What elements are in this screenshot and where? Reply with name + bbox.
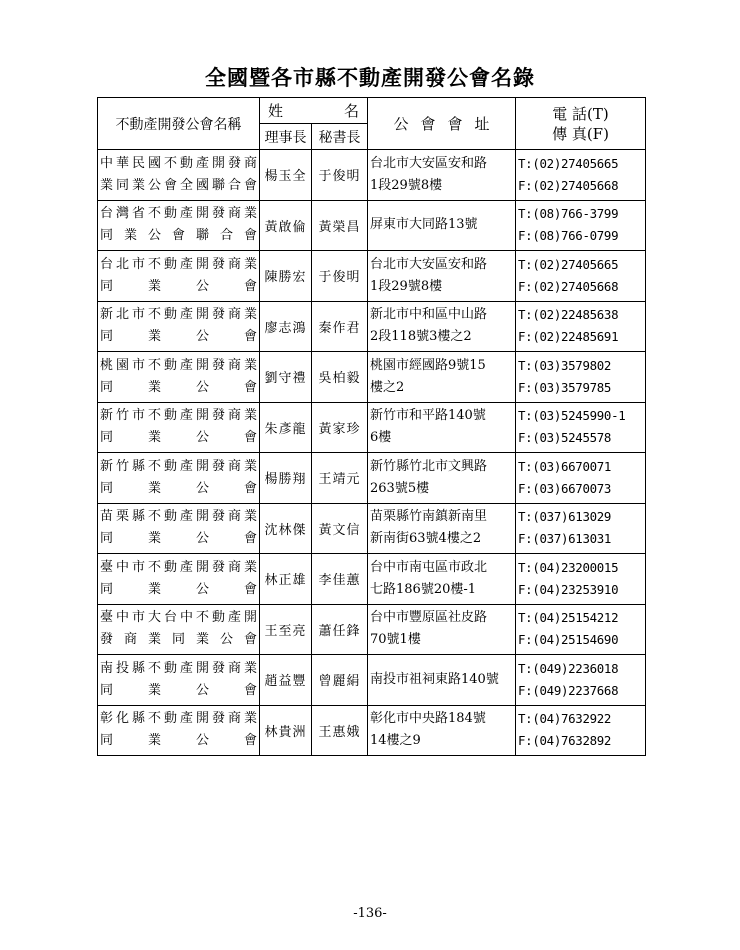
address-cell	[368, 150, 516, 201]
address-line1: 台中市豐原區社皮路	[370, 610, 488, 626]
address-cell	[368, 604, 516, 655]
phone-fax-cell	[516, 150, 646, 201]
chairman-cell: 林貴洲	[260, 705, 312, 756]
phone-fax-cell	[516, 251, 646, 302]
association-name-line1: 新竹市不動產開發商業	[100, 408, 257, 424]
fax-number: F:(02)27405668	[518, 278, 619, 294]
phone-number: T:(04)25154212	[518, 610, 619, 626]
address-cell	[368, 453, 516, 504]
table-row	[98, 352, 646, 403]
association-name-line1: 中華民國不動產開發商	[100, 155, 257, 171]
chairman-cell: 楊勝翔	[260, 453, 312, 504]
association-name-line1: 新北市不動產開發商業	[100, 307, 257, 323]
address-line1: 台北市大安區安和路	[370, 256, 488, 272]
association-name-line2: 同業公會	[100, 379, 257, 395]
phone-number: T:(04)7632922	[518, 711, 612, 727]
table-row	[98, 301, 646, 352]
phone-fax-cell	[516, 604, 646, 655]
secretary-cell: 吳柏毅	[312, 352, 368, 403]
association-name-cell	[98, 503, 260, 554]
fax-number: F:(02)27405668	[518, 177, 619, 193]
secretary-cell: 李佳蕙	[312, 554, 368, 605]
association-name-line2: 同業公會	[100, 581, 257, 597]
secretary-cell: 黃家珍	[312, 402, 368, 453]
association-name-cell	[98, 251, 260, 302]
table-row	[98, 604, 646, 655]
fax-number: F:(04)7632892	[518, 733, 612, 749]
chairman-cell: 黃啟倫	[260, 200, 312, 251]
association-name-line2: 發商業同業公會	[100, 632, 257, 648]
fax-number: F:(04)23253910	[518, 581, 619, 597]
address-line2: 70號1樓	[370, 632, 421, 648]
phone-fax-cell	[516, 301, 646, 352]
association-name-cell	[98, 655, 260, 706]
address-line2: 新南街63號4樓之2	[370, 531, 482, 547]
association-name-line1: 台灣省不動產開發商業	[100, 206, 257, 222]
address-line1: 南投市祖祠東路140號	[370, 671, 499, 687]
association-name-cell	[98, 352, 260, 403]
phone-number: T:(02)27405665	[518, 256, 619, 272]
address-line2: 1段29號8樓	[370, 278, 443, 294]
chairman-cell: 王至亮	[260, 604, 312, 655]
phone-number: T:(049)2236018	[518, 660, 619, 676]
address-cell	[368, 554, 516, 605]
phone-fax-cell	[516, 554, 646, 605]
association-name-line2: 同業公會	[100, 531, 257, 547]
fax-number: F:(049)2237668	[518, 682, 619, 698]
phone-fax-cell	[516, 352, 646, 403]
page-title: 全國暨各市縣不動產開發公會名錄	[205, 65, 535, 90]
table-row	[98, 705, 646, 756]
address-line1: 苗栗縣竹南鎮新南里	[370, 509, 488, 525]
header-name: 姓 名	[260, 98, 368, 124]
chairman-cell: 陳勝宏	[260, 251, 312, 302]
association-name-cell	[98, 453, 260, 504]
address-line1: 台中市南屯區市政北	[370, 559, 488, 575]
association-name-line2: 同業公會	[100, 329, 257, 345]
address-cell	[368, 705, 516, 756]
association-name-cell	[98, 200, 260, 251]
association-name-line1: 桃園市不動產開發商業	[100, 357, 257, 373]
phone-number: T:(08)766-3799	[518, 206, 619, 222]
address-line1: 新竹縣竹北市文興路	[370, 458, 488, 474]
secretary-cell: 王惠娥	[312, 705, 368, 756]
phone-fax-cell	[516, 655, 646, 706]
table-row	[98, 503, 646, 554]
association-name-cell	[98, 554, 260, 605]
phone-fax-cell	[516, 200, 646, 251]
fax-number: F:(03)5245578	[518, 430, 612, 446]
chairman-cell: 趙益豐	[260, 655, 312, 706]
phone-fax-cell	[516, 453, 646, 504]
phone-fax-cell	[516, 503, 646, 554]
secretary-cell: 秦作君	[312, 301, 368, 352]
table-row	[98, 554, 646, 605]
phone-fax-cell	[516, 705, 646, 756]
fax-number: F:(03)6670073	[518, 480, 612, 496]
phone-number: T:(02)27405665	[518, 155, 619, 171]
header-phone: 電 話(T)	[552, 104, 609, 123]
association-directory-table	[97, 97, 646, 756]
address-line1: 新北市中和區中山路	[370, 307, 488, 323]
address-cell	[368, 352, 516, 403]
address-line2: 七路186號20樓-1	[370, 581, 477, 597]
header-association-name: 不動產開發公會名稱	[98, 98, 260, 150]
address-line1: 彰化市中央路184號	[370, 711, 486, 727]
address-line1: 台北市大安區安和路	[370, 155, 488, 171]
association-name-line1: 新竹縣不動產開發商業	[100, 458, 257, 474]
address-line2: 1段29號8樓	[370, 177, 443, 193]
secretary-cell: 于俊明	[312, 150, 368, 201]
table-row	[98, 251, 646, 302]
chairman-cell: 朱彥龍	[260, 402, 312, 453]
header-secretary: 秘書長	[312, 124, 368, 150]
chairman-cell: 劉守禮	[260, 352, 312, 403]
address-line2: 263號5樓	[370, 480, 430, 496]
fax-number: F:(037)613031	[518, 531, 612, 547]
table-row	[98, 655, 646, 706]
table-row	[98, 453, 646, 504]
association-name-line2: 同業公會聯合會	[100, 228, 257, 244]
phone-number: T:(037)613029	[518, 509, 612, 525]
association-name-cell	[98, 301, 260, 352]
association-name-line1: 南投縣不動產開發商業	[100, 660, 257, 676]
address-line1: 屏東市大同路13號	[370, 217, 478, 233]
secretary-cell: 黃文信	[312, 503, 368, 554]
association-name-line1: 台北市不動產開發商業	[100, 256, 257, 272]
header-chairman: 理事長	[260, 124, 312, 150]
association-name-cell	[98, 150, 260, 201]
header-phone-fax	[516, 98, 646, 150]
phone-number: T:(03)5245990-1	[518, 408, 626, 424]
fax-number: F:(03)3579785	[518, 379, 612, 395]
chairman-cell: 楊玉全	[260, 150, 312, 201]
phone-number: T:(03)6670071	[518, 458, 612, 474]
association-name-line2: 同業公會	[100, 278, 257, 294]
header-fax: 傳 真(F)	[552, 124, 609, 143]
address-cell	[368, 251, 516, 302]
chairman-cell: 沈林傑	[260, 503, 312, 554]
association-name-line1: 臺中市大台中不動產開	[100, 610, 257, 626]
address-line2: 2段118號3樓之2	[370, 329, 472, 345]
page-number: -136-	[353, 906, 387, 921]
fax-number: F:(02)22485691	[518, 329, 619, 345]
secretary-cell: 于俊明	[312, 251, 368, 302]
address-line1: 新竹市和平路140號	[370, 408, 486, 424]
phone-number: T:(02)22485638	[518, 307, 619, 323]
phone-fax-cell	[516, 402, 646, 453]
fax-number: F:(08)766-0799	[518, 228, 619, 244]
phone-number: T:(04)23200015	[518, 559, 619, 575]
association-name-line1: 苗栗縣不動產開發商業	[100, 509, 257, 525]
address-cell	[368, 402, 516, 453]
association-name-line2: 同業公會	[100, 480, 257, 496]
address-cell	[368, 655, 516, 706]
association-name-cell	[98, 402, 260, 453]
address-line2: 6樓	[370, 430, 392, 446]
header-address: 公會會址	[368, 98, 516, 150]
secretary-cell: 曾麗絹	[312, 655, 368, 706]
association-name-line2: 同業公會	[100, 430, 257, 446]
association-name-line2: 同業公會	[100, 682, 257, 698]
address-line2: 樓之2	[370, 379, 405, 395]
association-name-line2: 業同業公會全國聯合會	[100, 177, 257, 193]
table-row	[98, 150, 646, 201]
address-cell	[368, 301, 516, 352]
chairman-cell: 廖志鴻	[260, 301, 312, 352]
phone-number: T:(03)3579802	[518, 357, 612, 373]
secretary-cell: 蕭任鋒	[312, 604, 368, 655]
association-name-cell	[98, 705, 260, 756]
address-line1: 桃園市經國路9號15	[370, 357, 486, 373]
address-line2: 14樓之9	[370, 733, 421, 749]
association-name-line1: 臺中市不動產開發商業	[100, 559, 257, 575]
address-cell	[368, 503, 516, 554]
secretary-cell: 王靖元	[312, 453, 368, 504]
address-cell	[368, 200, 516, 251]
table-row	[98, 402, 646, 453]
association-name-line2: 同業公會	[100, 733, 257, 749]
secretary-cell: 黃榮昌	[312, 200, 368, 251]
fax-number: F:(04)25154690	[518, 632, 619, 648]
table-row	[98, 200, 646, 251]
association-name-cell	[98, 604, 260, 655]
association-name-line1: 彰化縣不動產開發商業	[100, 711, 257, 727]
chairman-cell: 林正雄	[260, 554, 312, 605]
